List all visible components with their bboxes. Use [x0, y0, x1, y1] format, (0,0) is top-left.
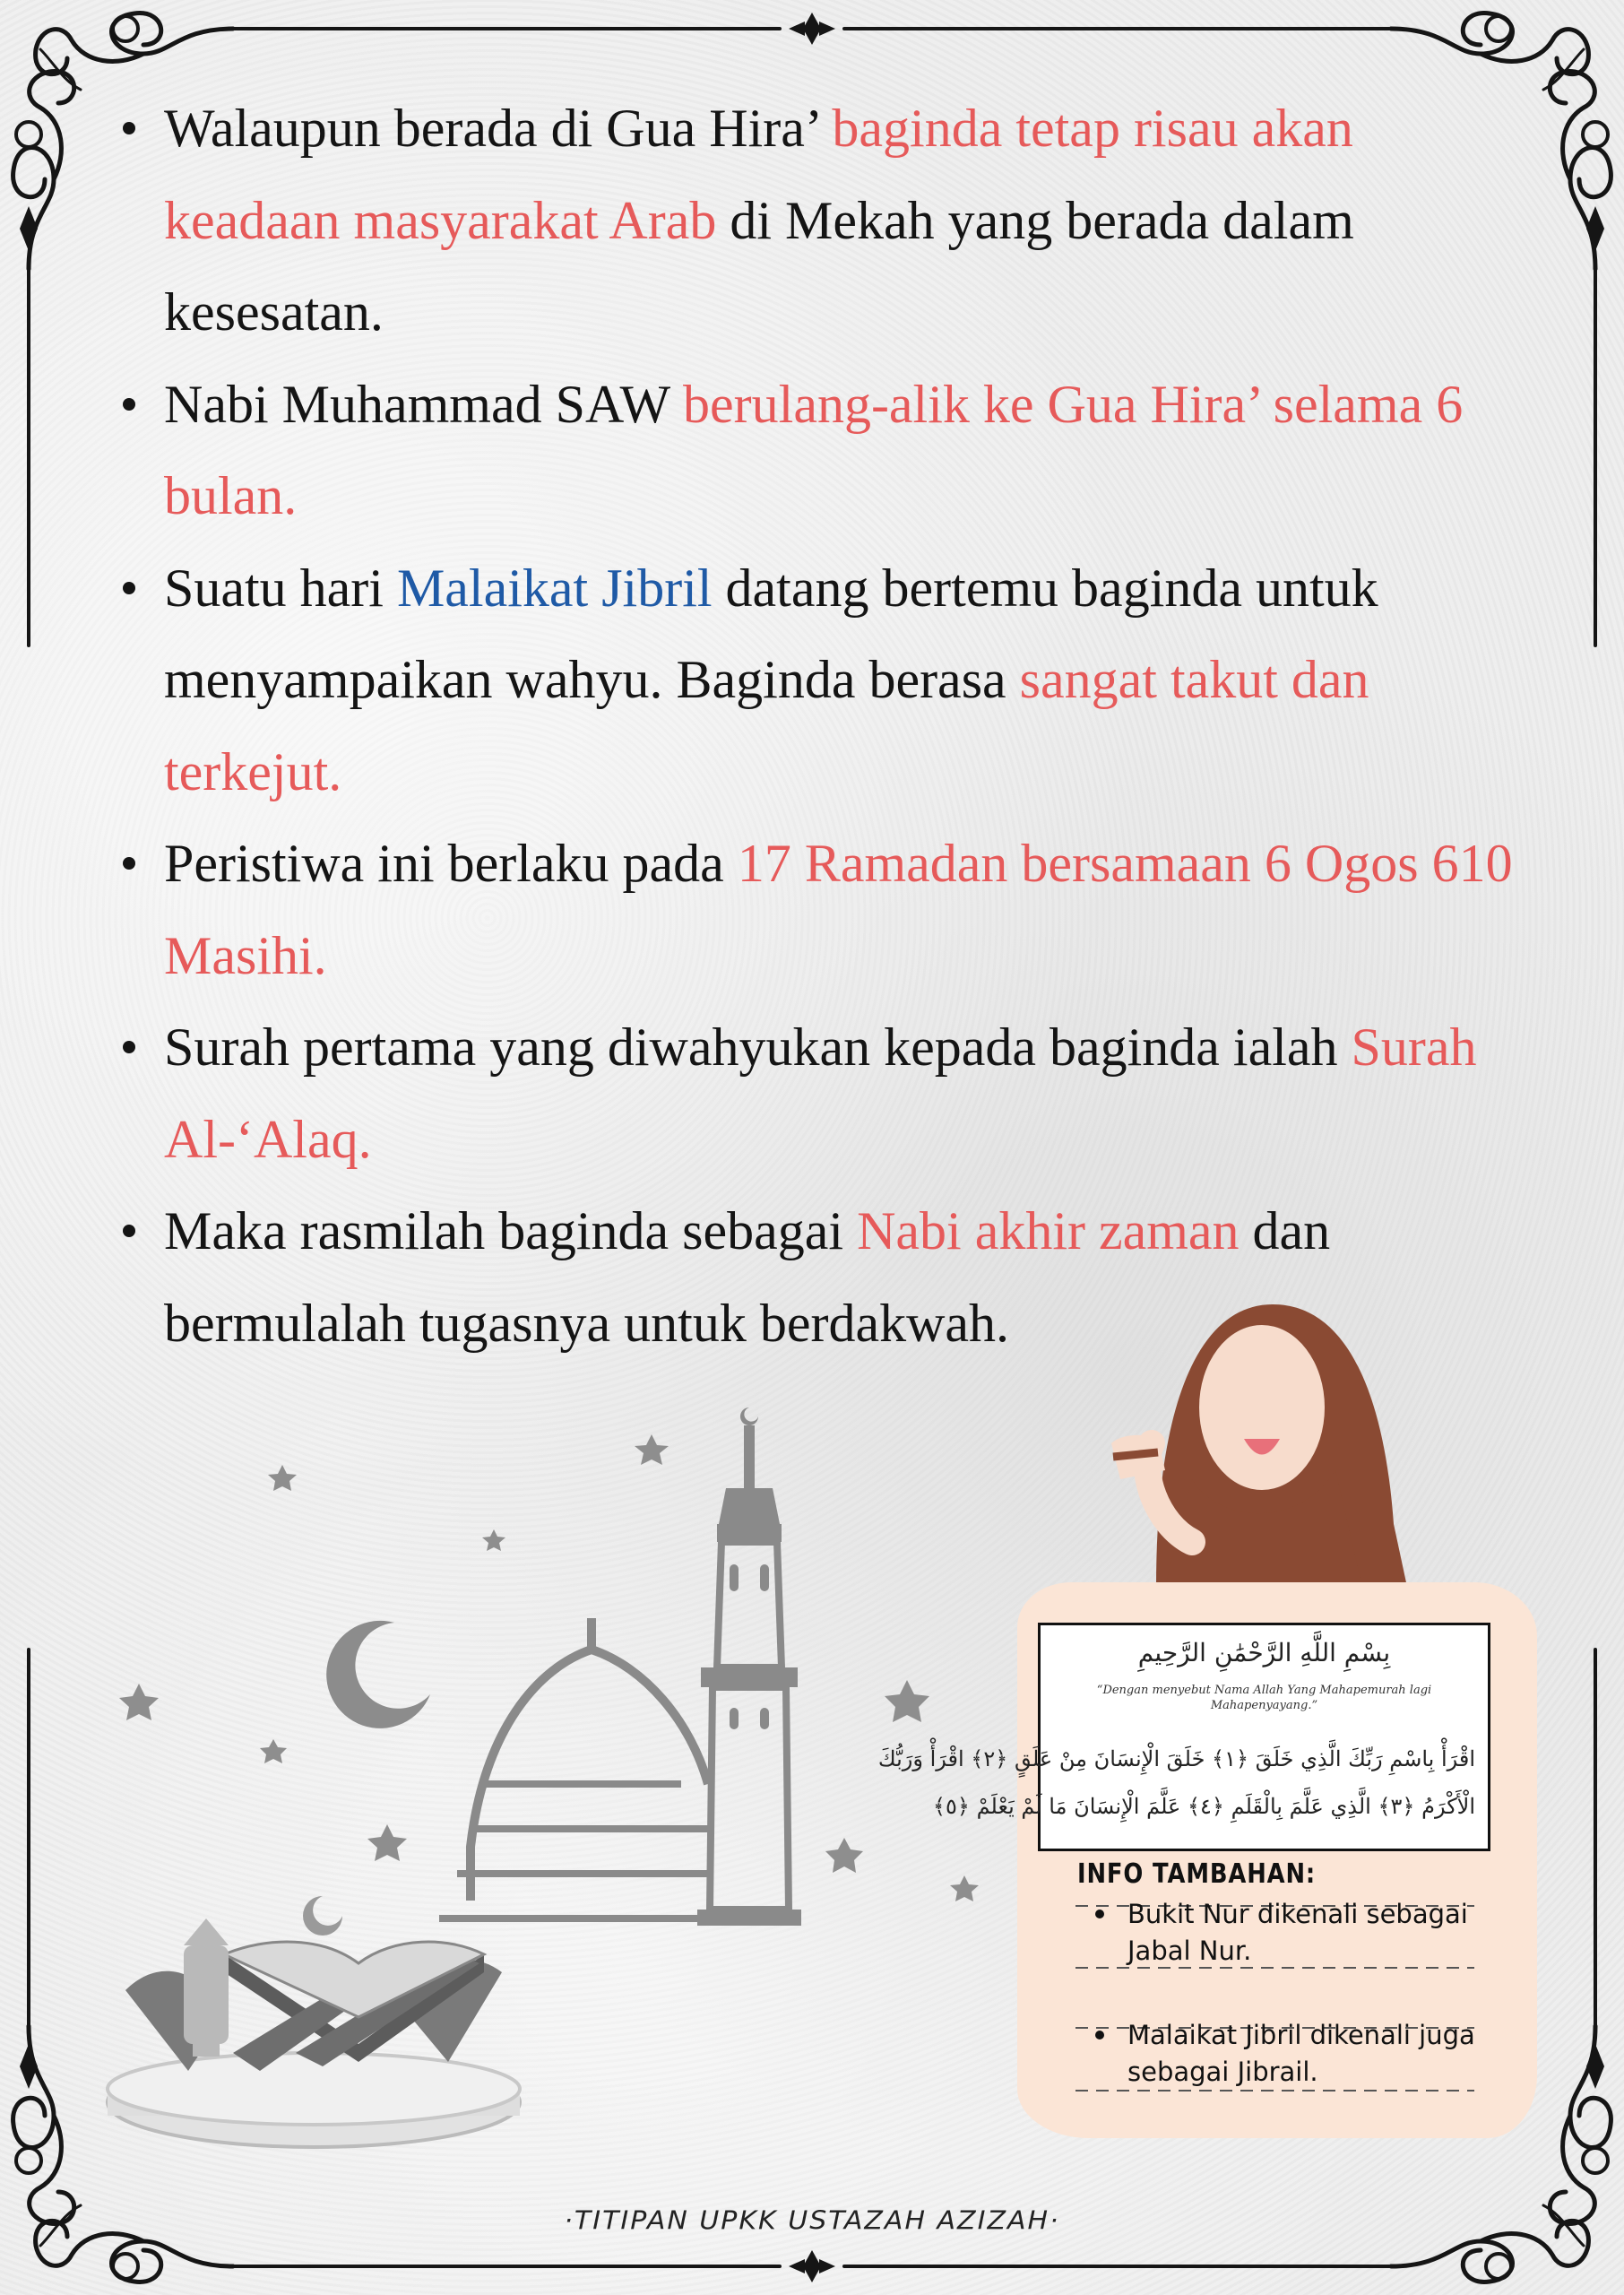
girl-hijab-illustration: [1111, 1304, 1407, 1587]
quran-rehal-icon: [108, 1896, 520, 2147]
highlight-red: berulang-alik ke Gua Hira’ selama 6 bulan.: [164, 374, 1464, 525]
highlight-red: Surah Al-‘Alaq.: [164, 1018, 1477, 1169]
info-list: [1077, 1896, 1516, 2091]
highlight-blue: Malaikat Jibril: [396, 558, 713, 618]
bullet-text: Surah pertama yang diwahyukan kepada baginda ialah: [164, 1018, 1352, 1077]
highlight-red: sangat takut dan terkejut.: [164, 650, 1369, 801]
verse-translation: “Dengan menyebut Nama Allah Yang Mahapemurah lagi Mahapenyayang.”: [1096, 1684, 1432, 1712]
info-item: Malaikat Jibril dikenali juga sebagai Jibrail.: [1077, 2017, 1516, 2091]
bullet-text: di Mekah yang berada dalam kesesatan.: [164, 190, 1354, 342]
minaret-icon: [697, 1407, 801, 1926]
bullet-text: Peristiwa ini berlaku pada: [164, 834, 738, 893]
bullet-text: dan bermulalah tugasnya untuk berdakwah.: [164, 1201, 1331, 1353]
basmalah-heading: بِسْمِ اللَّهِ الرَّحْمَٰنِ الرَّحِيمِ: [1137, 1638, 1391, 1667]
highlight-red: baginda tetap risau akan keadaan masyarakat Arab: [164, 99, 1353, 250]
verse-arabic-line-1: اقْرَأْ بِاسْمِ رَبِّكَ الَّذِي خَلَقَ ﴿١﴾ خَلَقَ الْإِنسَانَ مِنْ عَلَقٍ ﴿٢﴾ اقْرَأْ وَرَبُّكَ: [877, 1746, 1475, 1771]
info-item: Bukit Nur dikenali sebagai Jabal Nur.: [1077, 1896, 1516, 1970]
bullet-text: Walaupun berada di Gua Hira’: [164, 99, 833, 158]
highlight-red: 17 Ramadan bersamaan 6 Ogos 610 Masihi.: [164, 834, 1513, 985]
verse-arabic-line-2: الْأَكْرَمُ ﴿٣﴾ الَّذِي عَلَّمَ بِالْقَلَمِ ﴿٤﴾ عَلَّمَ الْإِنسَانَ مَا لَمْ يَعْلَمْ ﴿٥﴾: [932, 1794, 1475, 1819]
highlight-red: Nabi akhir zaman: [857, 1201, 1240, 1260]
crescent-moon-icon: [326, 1621, 430, 1728]
bullet-text: Nabi Muhammad SAW: [164, 374, 684, 434]
bullet-text: Maka rasmilah baginda sebagai: [164, 1201, 858, 1260]
info-title: INFO TAMBAHAN:: [1077, 1858, 1317, 1890]
verse-box: [877, 1623, 1490, 1851]
footer-credit: ·TITIPAN UPKK USTAZAH AZIZAH·: [564, 2205, 1060, 2237]
bullet-text: datang bertemu baginda untuk menyampaikan wahyu. Baginda berasa: [164, 558, 1378, 709]
mosque-dome-icon: [439, 1618, 708, 1918]
bullet-text: Suatu hari: [164, 558, 397, 618]
